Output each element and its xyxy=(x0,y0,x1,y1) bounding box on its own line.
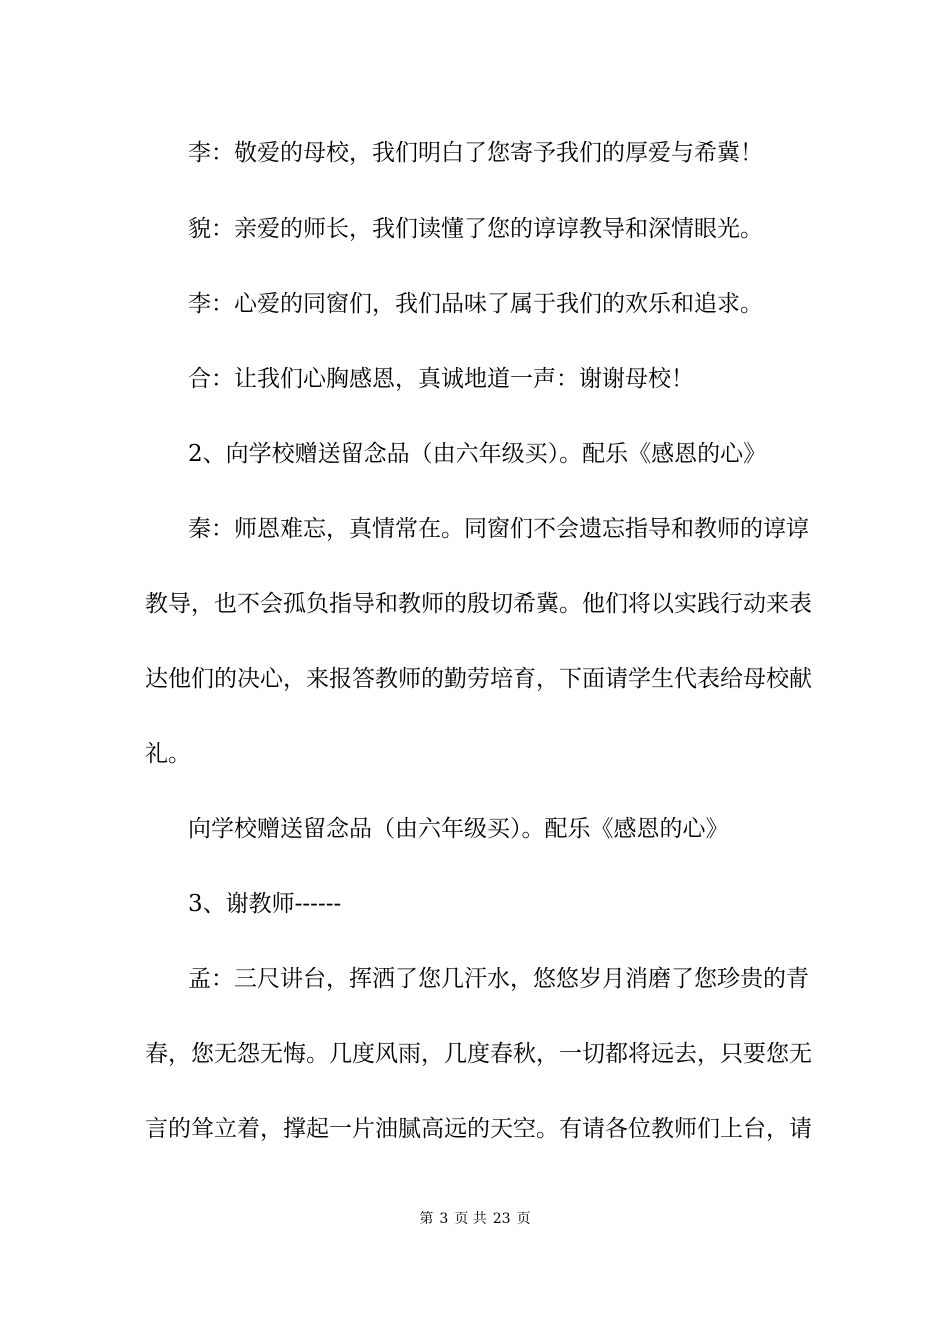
footer-total-pages: 23 xyxy=(492,1211,511,1227)
paragraph-he: 合：让我们心胸感恩，真诚地道一声：谢谢母校！ xyxy=(188,366,694,392)
paragraph-mao: 貌：亲爱的师长，我们读懂了您的谆谆教导和深情眼光。 xyxy=(188,216,763,242)
paragraph-line: 秦：师恩难忘，真情常在。同窗们不会遗忘指导和教师的谆谆 xyxy=(188,516,809,542)
paragraph-line: 孟：三尺讲台，挥洒了您几汗水，悠悠岁月消磨了您珍贵的青 xyxy=(188,966,809,992)
section-heading-3: 3、谢教师------ xyxy=(188,891,342,917)
section-heading-2: 2、向学校赠送留念品（由六年级买）。配乐《感恩的心》 xyxy=(188,441,767,467)
paragraph-line: 礼。 xyxy=(145,741,191,767)
footer-mid: 页 共 xyxy=(454,1211,487,1227)
paragraph-line: 教导，也不会孤负指导和教师的殷切希冀。他们将以实践行动来表 xyxy=(145,591,812,617)
page-footer xyxy=(0,1210,950,1228)
footer-suffix: 页 xyxy=(516,1211,531,1227)
paragraph-li-1: 李：敬爱的母校，我们明白了您寄予我们的厚爱与希冀！ xyxy=(188,140,763,166)
footer-page-number: 3 xyxy=(439,1211,449,1227)
paragraph-line: 达他们的决心，来报答教师的勤劳培育，下面请学生代表给母校献 xyxy=(145,666,812,692)
paragraph-line: 春，您无怨无悔。几度风雨，几度春秋，一切都将远去，只要您无 xyxy=(145,1041,812,1067)
paragraph-gift: 向学校赠送留念品（由六年级买）。配乐《感恩的心》 xyxy=(188,816,729,842)
paragraph-line: 言的耸立着，撑起一片油腻高远的天空。有请各位教师们上台，请 xyxy=(145,1116,812,1142)
paragraph-li-2: 李：心爱的同窗们，我们品味了属于我们的欢乐和追求。 xyxy=(188,291,763,317)
footer-prefix: 第 xyxy=(419,1211,434,1227)
